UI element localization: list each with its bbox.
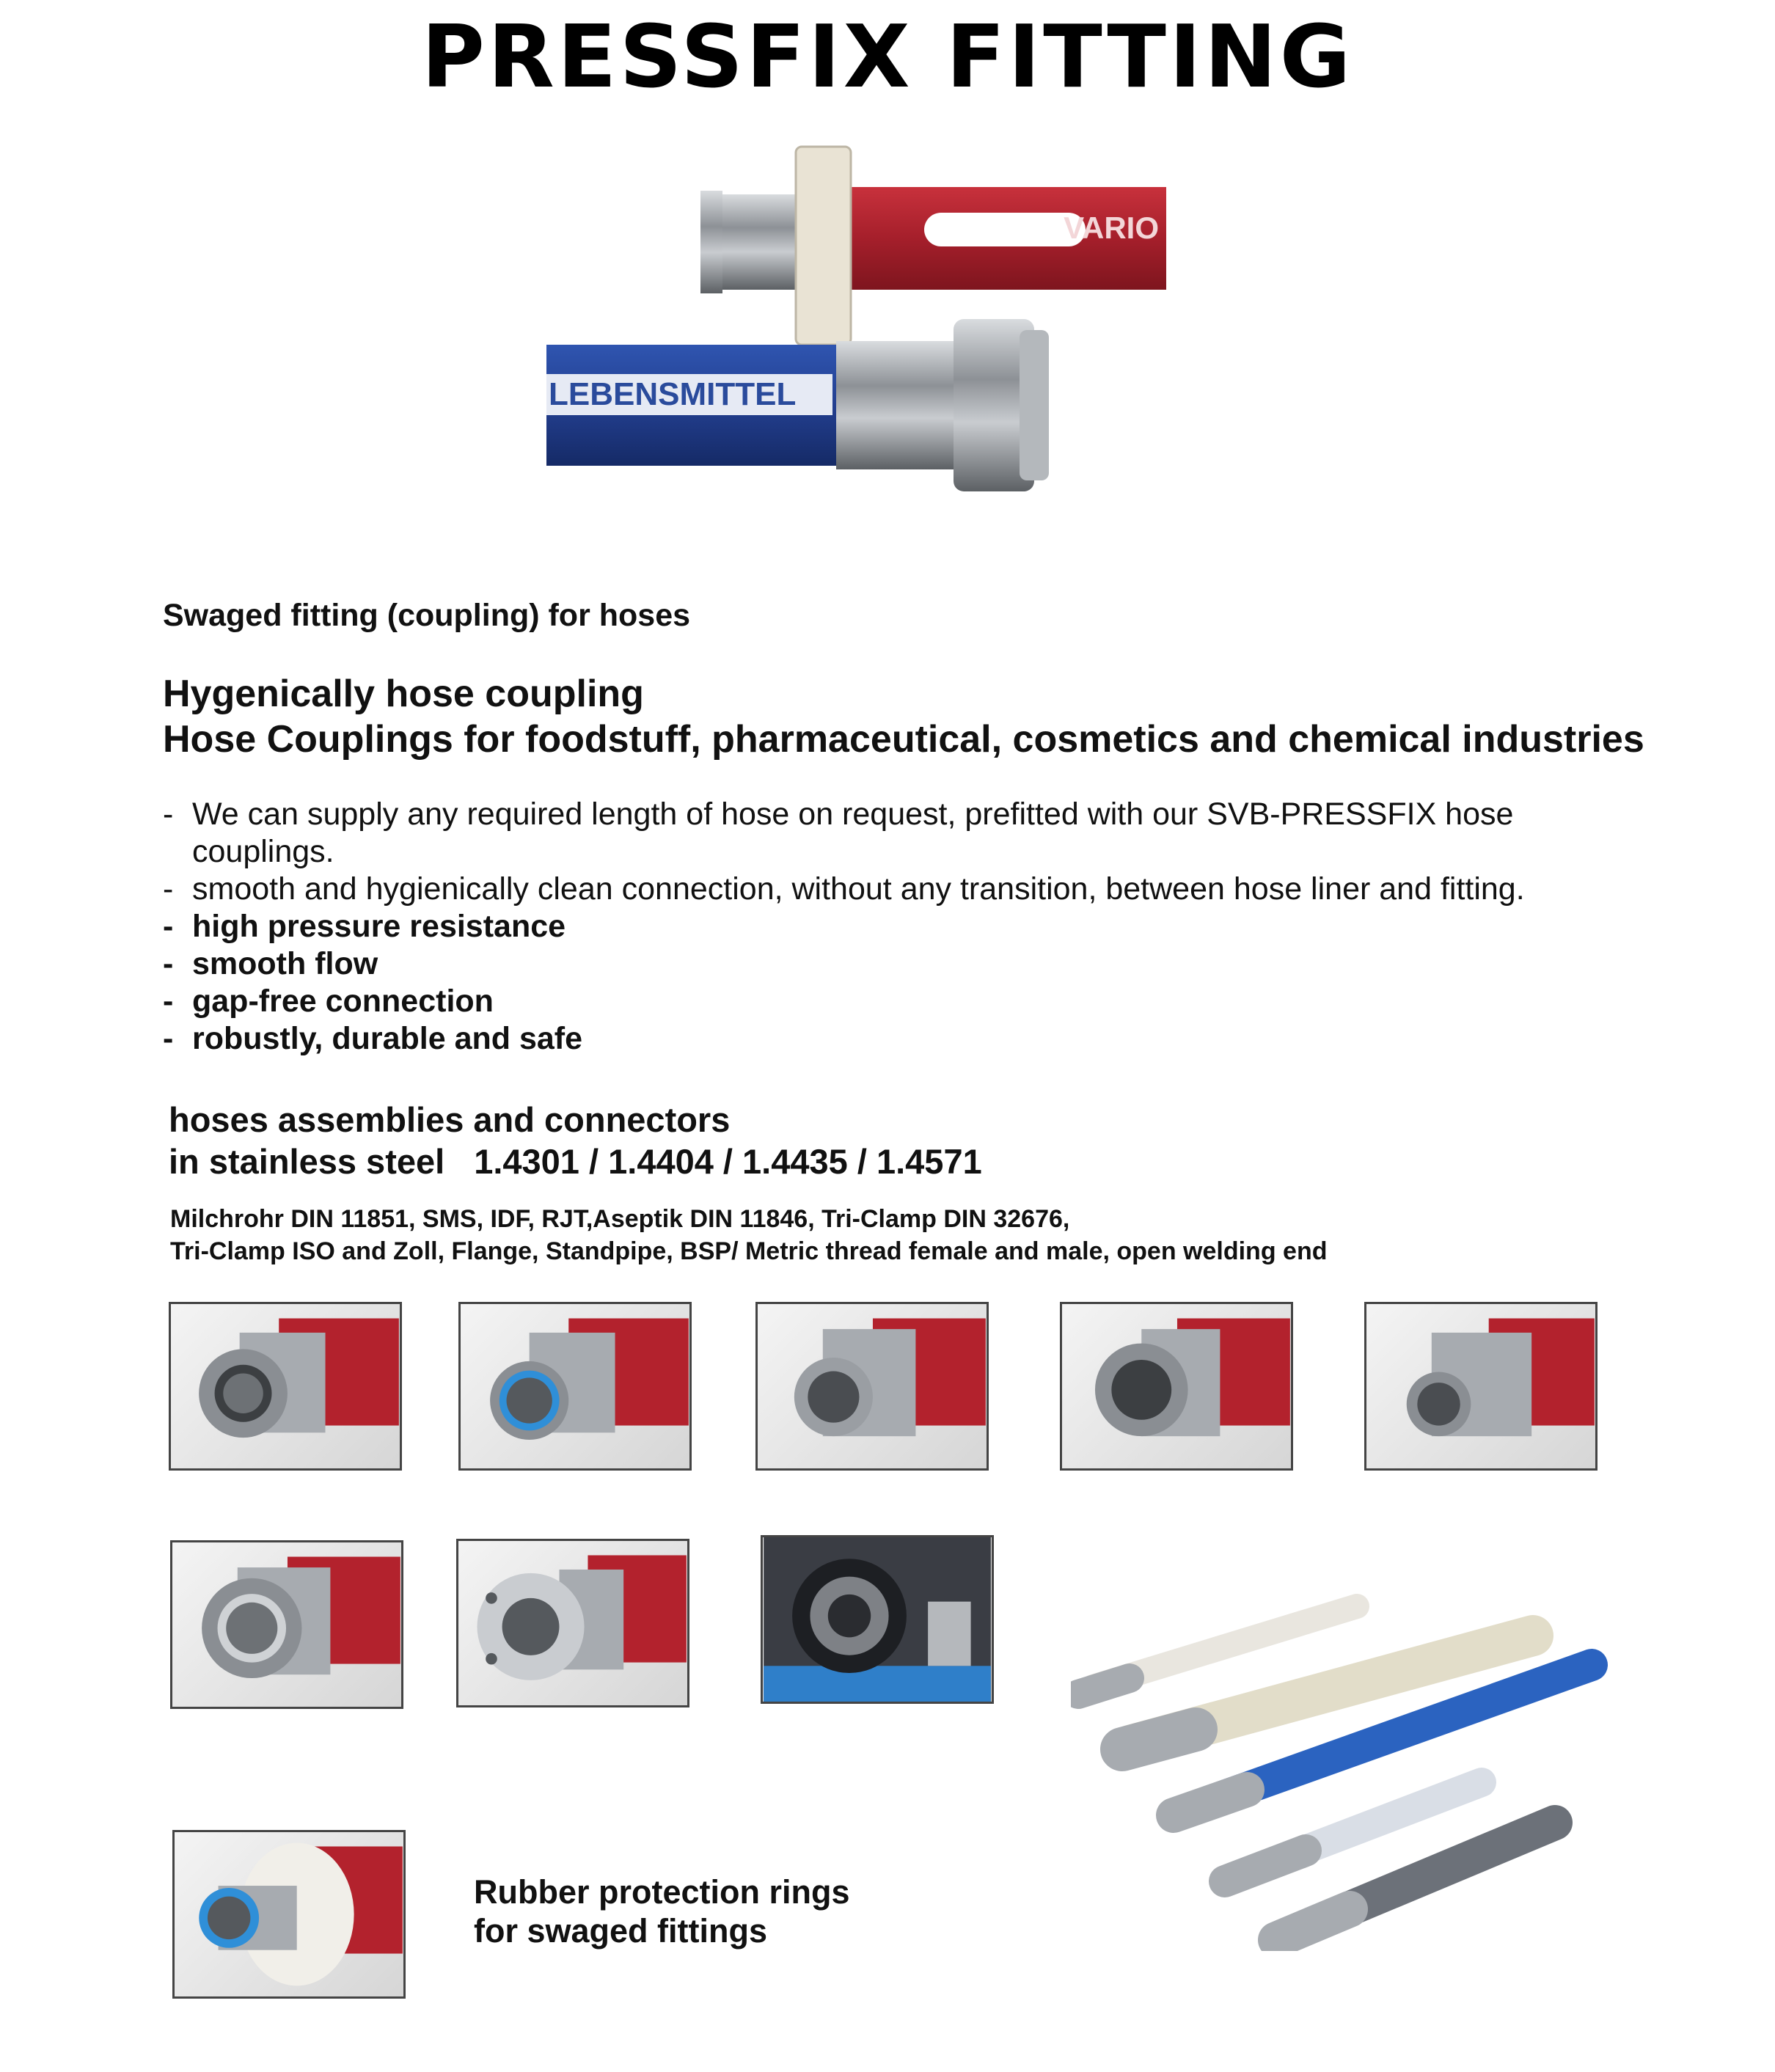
- machine-photo-thumb: [761, 1535, 994, 1704]
- fitting-photo-thumb: [456, 1539, 689, 1707]
- list-item-text: high pressure resistance: [192, 909, 566, 944]
- fitting-photo-thumb: [1060, 1302, 1293, 1471]
- materials-line-2: [169, 1141, 982, 1182]
- fitting-photo-thumb: [169, 1302, 402, 1471]
- materials-line-1: hoses assemblies and connectors: [169, 1100, 731, 1139]
- list-item-line: We can supply any required length of hose on request, prefitted with our SVB-PRESSFIX hose: [192, 797, 1514, 832]
- list-item-text: smooth flow: [192, 946, 378, 981]
- fitting-photo-thumb: [755, 1302, 989, 1471]
- rubber-ring-photo-thumb: [172, 1830, 406, 1999]
- list-item: [163, 1020, 1703, 1058]
- list-item: [163, 945, 1703, 983]
- list-item: [163, 908, 1703, 945]
- list-item-continuation: couplings.: [192, 834, 334, 869]
- bullet-marker: -: [163, 946, 174, 981]
- list-item-text: [192, 796, 1513, 871]
- bullet-marker: -: [163, 984, 174, 1019]
- materials-heading: [169, 1099, 982, 1182]
- bullet-marker: -: [163, 909, 174, 944]
- hero-image: [513, 139, 1188, 506]
- list-item-text: robustly, durable and safe: [192, 1021, 583, 1056]
- materials-label: in stainless steel: [169, 1142, 445, 1181]
- list-item: [163, 796, 1703, 871]
- rubber-ring-caption: [474, 1873, 850, 1950]
- materials-values: 1.4301 / 1.4404 / 1.4435 / 1.4571: [474, 1142, 982, 1181]
- blue-hose-label: LEBENSMITTEL: [549, 376, 797, 412]
- subtitle: Swaged fitting (coupling) for hoses: [163, 598, 691, 633]
- page-title: PRESSFIX FITTING: [421, 6, 1354, 107]
- red-hose-label: VARIO: [1064, 211, 1159, 245]
- fitting-photo-thumb: [1364, 1302, 1598, 1471]
- bullet-marker: -: [163, 1021, 174, 1056]
- heading-line: Hygenically hose coupling: [163, 673, 644, 715]
- heading-line: Hose Couplings for foodstuff, pharmaceutical, cosmetics and chemical industries: [163, 718, 1644, 761]
- list-item: [163, 983, 1703, 1020]
- fitting-photo-thumb: [170, 1540, 403, 1709]
- standards-line: Milchrohr DIN 11851, SMS, IDF, RJT,Aseptik DIN 11846, Tri-Clamp DIN 32676,: [170, 1205, 1070, 1233]
- main-heading: [163, 671, 1644, 762]
- bullet-marker: -: [163, 871, 174, 907]
- list-item-text: gap-free connection: [192, 984, 494, 1019]
- hose-assemblies-photo: [1071, 1570, 1628, 1951]
- fitting-photo-thumb: [458, 1302, 692, 1471]
- feature-list: [163, 796, 1703, 1058]
- list-item-text: smooth and hygienically clean connection, without any transition, between hose liner and fitting.: [192, 871, 1525, 907]
- list-item: [163, 871, 1703, 908]
- bullet-marker: -: [163, 797, 174, 832]
- caption-line: for swaged fittings: [474, 1912, 768, 1950]
- caption-line: Rubber protection rings: [474, 1873, 850, 1911]
- standards-text: [170, 1203, 1327, 1267]
- standards-line: Tri-Clamp ISO and Zoll, Flange, Standpipe, BSP/ Metric thread female and male, open welding end: [170, 1237, 1328, 1265]
